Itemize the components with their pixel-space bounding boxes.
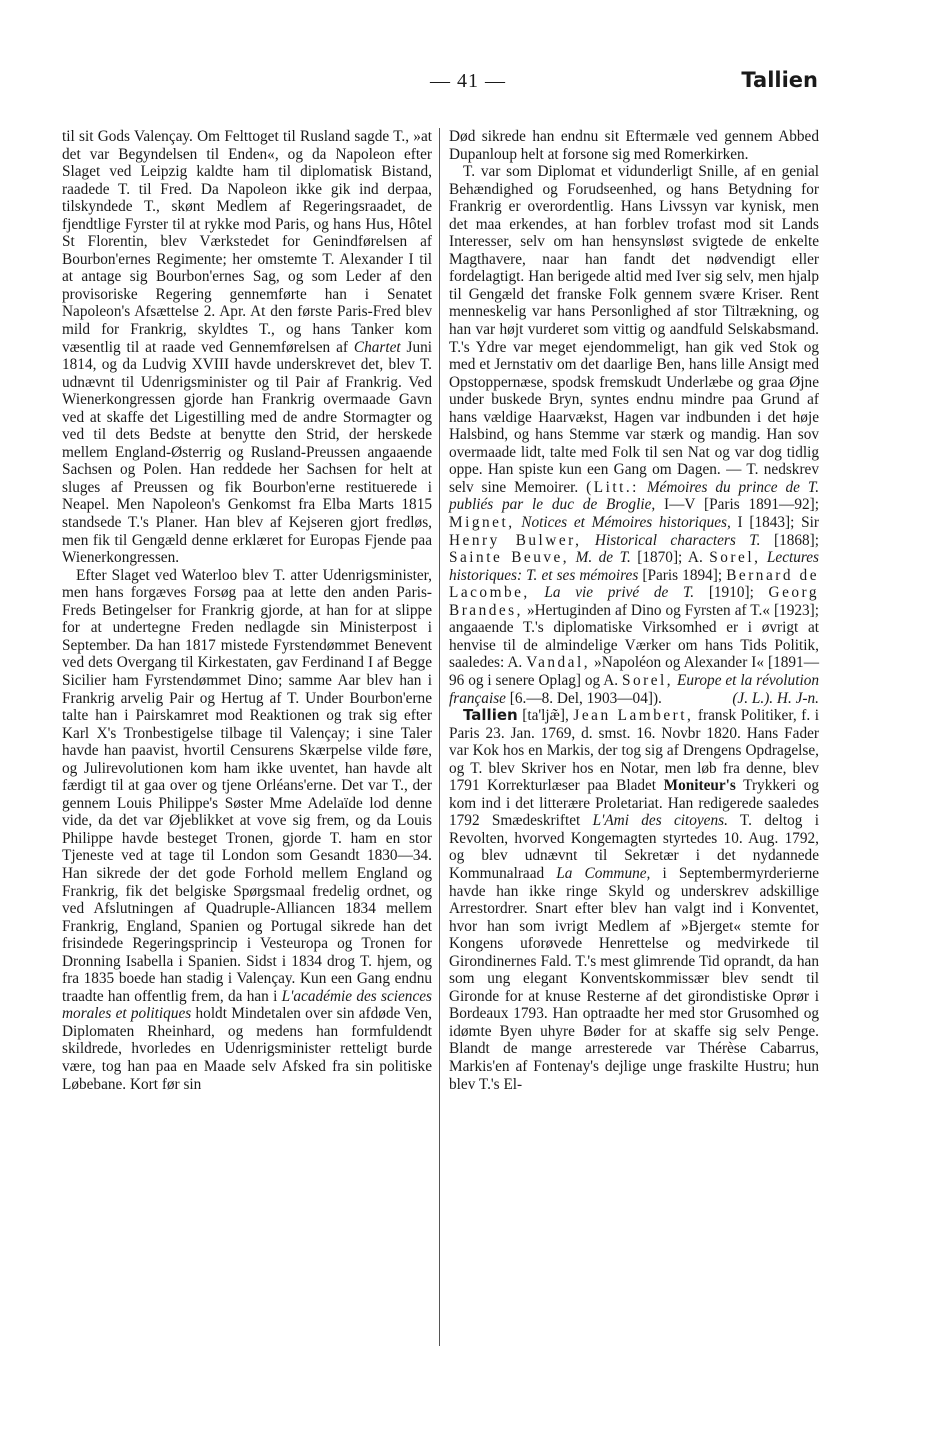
text-run: »Napoléon og Alexander I« [1891—96 og i senere Oplag] og A. xyxy=(449,654,819,689)
text-run: »Hertuginden af Dino og Fyrsten af T.« [1923]; angaaende T.'s diplomatiske Virksomhed er i øvrigt at henvise til de almindelige Værker om hans Tids Politik, saaledes: A. xyxy=(449,601,819,672)
text-run: Efter Slaget ved Waterloo blev T. atter Udenrigsminister, men hans forgæves Forsøg paa at lette den anden Paris-Freds Betingelser for Frankrig gjorde, at han for at slippe for at undertegne Freden nedlagde sin Ministerpost i September. Da han 1817 mistede Fyrstendømmet Benevent ved dets Overgang til Kirkestaten, gav Ferdinand I af Begge Sicilier ham Fyrstendømmet Dino; samme Aar blev han i Frankrig arvelig Pair og Hertug af T. Under Bourbon'erne talte han i Pairskamret mod Reaktionen og trak sig efter Karl X's Tronbestigelse tilbage til Valençay; i sine Taler havde han paavist, hvortil Censurens Skærpelse vilde føre, og Julirevolutionen kom ham ikke uventet, han havde alt færdigt til at gaa over og tjene Orléans'erne. Det var T., der gennem Louis Philippe's Søster Mme Adelaïde lod denne vide, da det var Øjeblikket at vove sig frem, og da Louis Philippe havde besteget Tronen, gjorde T. ham en stor Tjeneste ved at tage til London som Gesandt 1830—34. Han sikrede der det gode Forhold mellem England og Frankrig, fik det belgiske Spørgsmaal fredelig ordnet, og ved Afslutningen af Quadruple-Alliancen 1834 mellem Frankrig, England, Spanien og Portugal sikrede han det frisindede Regeringsprincip i Vesteuropa og Tronen for Dronning Isabella i Spanien. Sidst i 1834 drog T. hjem, og fra 1835 boede han stadig i Valençay. Kun een Gang endnu traadte han offentlig frem, da han i xyxy=(62,566,432,1005)
full-name: Jean Lambert, xyxy=(573,707,694,725)
right-column xyxy=(449,128,819,1093)
text-run: Død sikrede han endnu sit Eftermæle ved gennem Abbed Dupanloup helt at forsone sig med Romerkirken. xyxy=(449,128,819,163)
text-run: T. var som Diplomat et vidunderligt Snille, af en genial Behændighed og Forudseenhed, og hans Betydning for Frankrig er overordentlig. Hans Livssyn var kynisk, men det maa erkendes, at han forblev trofast mod sit Lands Interesser, selv om han hensynsløst svigtede de enkelte Magthavere, naar han fandt det nødvendigt eller fordelagtigt. Han berigede altid med Iver sig selv, men hjalp til Gengæld det franske Folk gennem svære Kriser. Rent menneskelig var hans Personlighed af stor Tiltrækning, og han var højt vurderet som vittig og aandfuld Selskabsmand. T.'s Ydre var meget ejendommeligt, han gik ved Stok og med et Jernstativ om det daarlige Ben, hans lille Ansigt med Opstoppernæse, spodsk fremskudt Underlæbe og graa Øjne under buskede Bryn, syntes endnu mindre paa Grund af hans vældige Haarvækst, Hagen var indbunden i det høje Halsbind, og hans Stemme var stærk og mandig. Han sov overmaade lidt, talte med Folk til sen Nat og var dog tidlig oppe. Han spiste kun een Gang om Dagen. — T. nedskrev selv sine Memoirer. xyxy=(449,163,819,496)
text-run: til sit Gods Valençay. Om Felttoget til Rusland sagde T., »at det var Begyndelsen til Enden«, og da Napoleon efter Slaget ved Leipzig kaldte ham til diplomatisk Bistand, raadede T. til Fred. Da Napoleon ikke gik ind derpaa, tilskyndede T., skønt Medlem af Regeringsraadet, de fjendtlige Fyrster til at rykke mod Paris, og hans Hus, Hôtel St Florentin, blev Værkstedet for Genindførelsen af Bourbon'ernes Regimente; her omstemte T. Alexander I til at antage sig Bourbon'ernes Sag, og som Leder af den provisoriske Regering gennemførte han i Senatet Napoleon's Afsættelse 2. Apr. At den første Paris-Fred blev mild for Frankrig, skyldtes T., og hans Tanker kom væsentlig til at raade ved Gennemførelsen af xyxy=(62,128,432,356)
paragraph xyxy=(449,163,819,707)
page-number: — 41 — xyxy=(430,70,506,92)
literature-label: (Litt.: xyxy=(586,478,639,496)
author-name: Sainte Beuve, xyxy=(449,549,570,567)
text-run: [1910]; xyxy=(708,584,754,602)
italic-title: La Commune, xyxy=(556,864,651,882)
author-name: Bernard de Lacombe, xyxy=(449,566,819,602)
text-run: holdt Mindetalen over sin afdøde Ven, Diplomaten Rheinhard, og medens han formfuldendt skildrede, hvorledes en Udenrigsminister retteligt burde være, tog han paa en Maade selv Afsked fra sin politiske Løbebane. Kort før sin xyxy=(62,1005,432,1093)
paragraph xyxy=(449,128,819,163)
pronunciation: [ta'ljæ̃], xyxy=(522,707,569,725)
author-name: Georg Brandes, xyxy=(449,584,819,619)
paragraph xyxy=(62,128,432,567)
text-run: fransk Politiker, f. i Paris 23. Jan. 1769, d. smst. 16. Novbr 1820. Hans Fader var Kok hos en Markis, der tog sig af Drengens Opdragelse, og T. blev Skriver hos en Notar, men løb fra denne, blev 1791 Korrekturlæser paa Bladet xyxy=(449,707,819,795)
running-head: Tallien xyxy=(741,68,818,92)
italic-title: Lectures historiques: T. et ses mémoires xyxy=(449,549,820,584)
page-header xyxy=(62,70,818,104)
italic-title: Chartet xyxy=(353,338,401,356)
text-run: T. deltog i Revolten, hvorved Kongemagten styrtedes 10. Aug. 1792, og blev udnævnt til Sekretær i det nydannede Kommunalraad xyxy=(449,812,819,882)
italic-title: La vie privé de T. xyxy=(544,584,695,602)
italic-title: Notices et Mémoires historiques, xyxy=(521,514,731,532)
italic-title: Mémoires du prince de T. publiés par le duc de Broglie, xyxy=(449,478,820,514)
author-name: Mignet, xyxy=(449,514,515,532)
author-name: Henry Bulwer, xyxy=(449,531,582,549)
text-run: I [1843]; Sir xyxy=(737,514,819,532)
text-run: [Paris 1894]; xyxy=(642,566,723,584)
text-run: [6.—8. Del, 1903—04]). xyxy=(509,689,662,707)
author-name: Sorel, xyxy=(709,549,761,567)
column-divider xyxy=(439,128,440,1346)
author-name: Sorel, xyxy=(622,671,674,689)
newspaper-name: Moniteur's xyxy=(663,777,736,795)
author-name: Vandal, xyxy=(526,654,591,672)
italic-title: Europe et la révolution française xyxy=(449,671,819,707)
text-run: Trykkeri og kom ind i det litterære Proletariat. Han redigerede saaledes 1792 Smædeskriftet xyxy=(449,777,819,830)
entry-headword: Tallien xyxy=(463,706,518,725)
text-run: Juni 1814, og da Ludvig XVIII havde underskrevet det, blev T. udnævnt til Udenrigsminister og til Pair af Frankrig. Ved Wienerkongressen gjorde han Frankrig overmaade Gavn ved at skaffe det Ligestilling med de andre Stormagter og ved til dets Bedste at benytte den Strid, der herskede mellem England-Østerrig og Rusland-Preussen angaaende Sachsen og Polen. Han reddede her Sachsen for helt at sluges af Preussen og fik Bourbon'erne restituerede i Neapel. Men Napoleon's Genkomst fra Elba Marts 1815 standsede T.'s Planer. Han blev af Kejseren gjort fredløs, men fik til Gengæld denne erklæret for Europas Fjende paa Wienerkongressen. xyxy=(62,338,433,567)
left-column xyxy=(62,128,432,1093)
text-run: [1870]; A. xyxy=(637,549,703,567)
italic-title: Historical characters T. xyxy=(594,531,761,549)
italic-title: L'Ami des citoyens. xyxy=(592,812,728,830)
text-run: I—V [Paris 1891—92]; xyxy=(664,496,819,514)
paragraph xyxy=(62,567,432,1093)
text-run: i Septembermyrderierne havde han ikke ringe Skyld og underskrev adskillige Arrestordrer. Snart efter blev han valgt ind i Konventet, hvor han som ivrigt Medlem af »Bjerget« stemte for Kongens uforøvede Henrettelse og medvirkede til Girondinernes Fald. T.'s mest glimrende Tid oprandt, da han som ung elegant Konventskommissær blev sendt til Gironde for at knuse Resterne af det girondistiske Oprør i Bordeaux 1793. Han optraadte her med stor Grusomhed og idømte Byen uhyre Bøder for at skaffe sig selv Penge. Blandt de mange arresterede var Thérèse Cabarrus, Markis'en af Fontenay's dejlige unge fraskilte Hustru; hun blev T.'s El- xyxy=(449,864,820,1093)
italic-title: L'académie des sciences morales et politiques xyxy=(62,987,432,1023)
text-run: [1868]; xyxy=(773,531,820,549)
entry-tallien xyxy=(449,707,819,1093)
author-signature: (J. L.). H. J-n. xyxy=(732,689,819,707)
italic-title: M. de T. xyxy=(575,549,631,567)
